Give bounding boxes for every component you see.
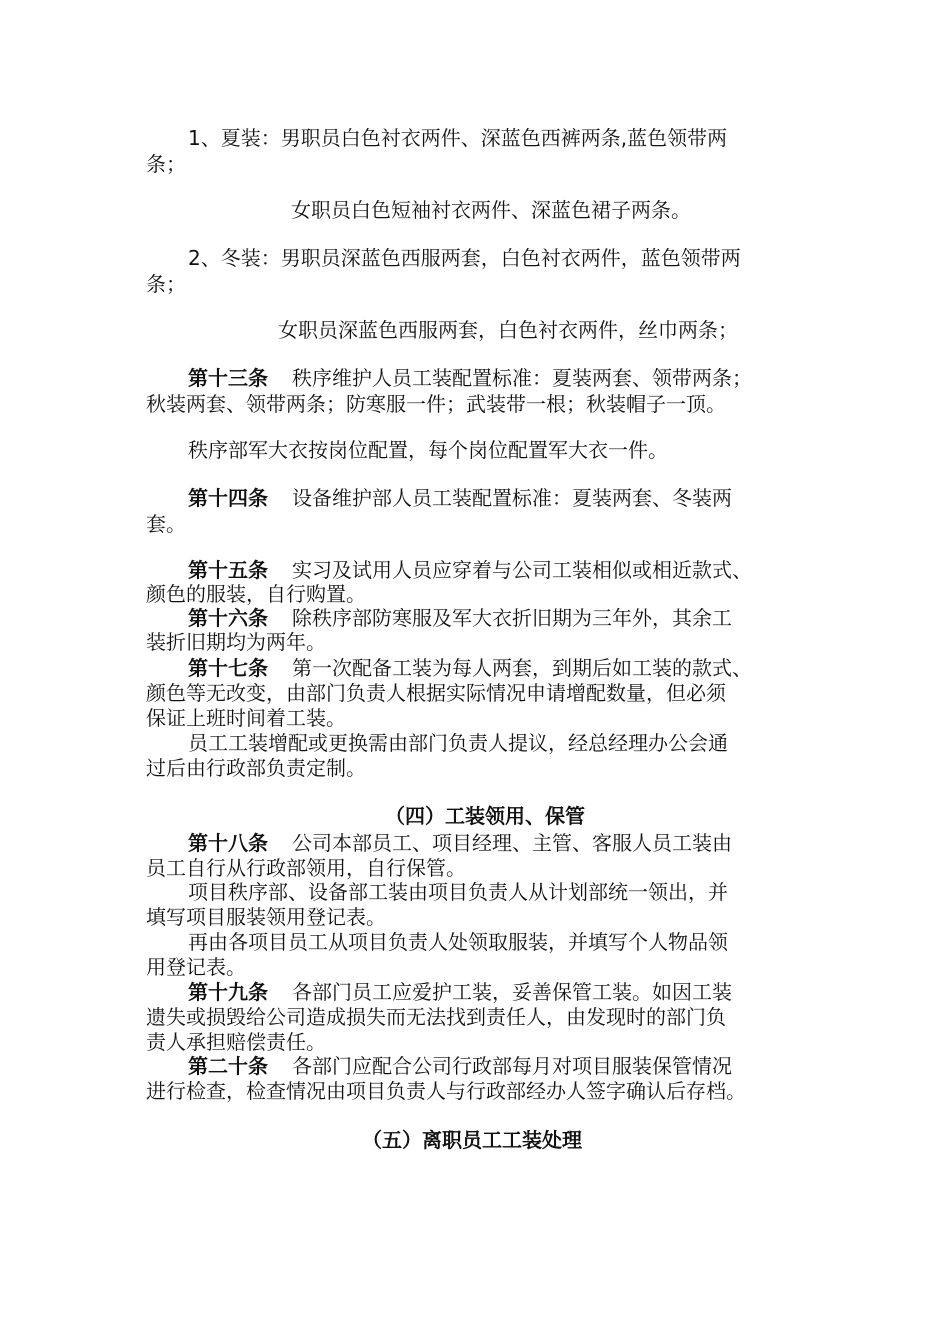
text-line: 颜色等无改变，由部门负责人根据实际情况申请增配数量，但必须 — [146, 681, 726, 705]
article-label: 第十三条 — [188, 366, 268, 390]
article-16: 第十六条 除秩序部防寒服及军大衣折旧期为三年外，其余工 — [188, 606, 732, 630]
article-label: 第二十条 — [188, 1054, 268, 1078]
article-label: 第十七条 — [188, 656, 268, 680]
text-line: 填写项目服装领用登记表。 — [146, 905, 386, 929]
article-label: 第十五条 — [188, 558, 268, 582]
text-line: 责人承担赔偿责任。 — [146, 1030, 326, 1054]
text-line: 保证上班时间着工装。 — [146, 706, 346, 730]
text-line: 条； — [146, 272, 186, 296]
text-line: 颜色的服装，自行购置。 — [146, 582, 366, 606]
female-winter-line: 女职员深蓝色西服两套，白色衬衣两件，丝巾两条； — [278, 318, 738, 342]
summer-uniform-line: 1、夏装：男职员白色衬衣两件、深蓝色西裤两条,蓝色领带两 — [188, 126, 728, 150]
uniform-change-line: 员工工装增配或更换需由部门负责人提议，经总经理办公会通 — [188, 731, 728, 755]
article-15: 第十五条 实习及试用人员应穿着与公司工装相似或相近款式、 — [188, 558, 752, 582]
project-uniform-line: 项目秩序部、设备部工装由项目负责人从计划部统一领出，并 — [188, 880, 728, 904]
text-line: 秋装两套、领带两条；防寒服一件；武装带一根；秋装帽子一顶。 — [146, 392, 726, 416]
article-label: 第十四条 — [188, 486, 268, 510]
section-heading-4: （四）工装领用、保管 — [385, 804, 585, 828]
text-line: 用登记表。 — [146, 955, 246, 979]
section-heading-5: （五）离职员工工装处理 — [362, 1128, 582, 1152]
employee-receive-line: 再由各项目员工从项目负责人处领取服装，并填写个人物品领 — [188, 930, 728, 954]
text-line: 员工自行从行政部领用，自行保管。 — [146, 856, 466, 880]
text-line: 遗失或损毁给公司造成损失而无法找到责任人，由发现时的部门负 — [146, 1005, 726, 1029]
article-20: 第二十条 各部门应配合公司行政部每月对项目服装保管情况 — [188, 1054, 732, 1078]
article-17: 第十七条 第一次配备工装为每人两套，到期后如工装的款式、 — [188, 656, 752, 680]
article-label: 第十六条 — [188, 606, 268, 630]
winter-uniform-line: 2、冬装：男职员深蓝色西服两套，白色衬衣两件，蓝色领带两 — [188, 246, 741, 270]
article-19: 第十九条 各部门员工应爱护工装，妥善保管工装。如因工装 — [188, 980, 732, 1004]
text-line: 条； — [146, 152, 186, 176]
article-label: 第十九条 — [188, 980, 268, 1004]
security-coat-line: 秩序部军大衣按岗位配置，每个岗位配置军大衣一件。 — [188, 438, 668, 462]
article-14: 第十四条 设备维护部人员工装配置标准：夏装两套、冬装两 — [188, 486, 732, 510]
text-line: 套。 — [146, 512, 186, 536]
text-line: 进行检查，检查情况由项目负责人与行政部经办人签字确认后存档。 — [146, 1079, 746, 1103]
article-label: 第十八条 — [188, 831, 268, 855]
article-18: 第十八条 公司本部员工、项目经理、主管、客服人员工装由 — [188, 831, 732, 855]
text-line: 装折旧期均为两年。 — [146, 630, 326, 654]
female-summer-line: 女职员白色短袖衬衣两件、深蓝色裙子两条。 — [291, 198, 691, 222]
text-line: 过后由行政部负责定制。 — [146, 756, 366, 780]
article-13: 第十三条 秩序维护人员工装配置标准：夏装两套、领带两条； — [188, 366, 752, 390]
